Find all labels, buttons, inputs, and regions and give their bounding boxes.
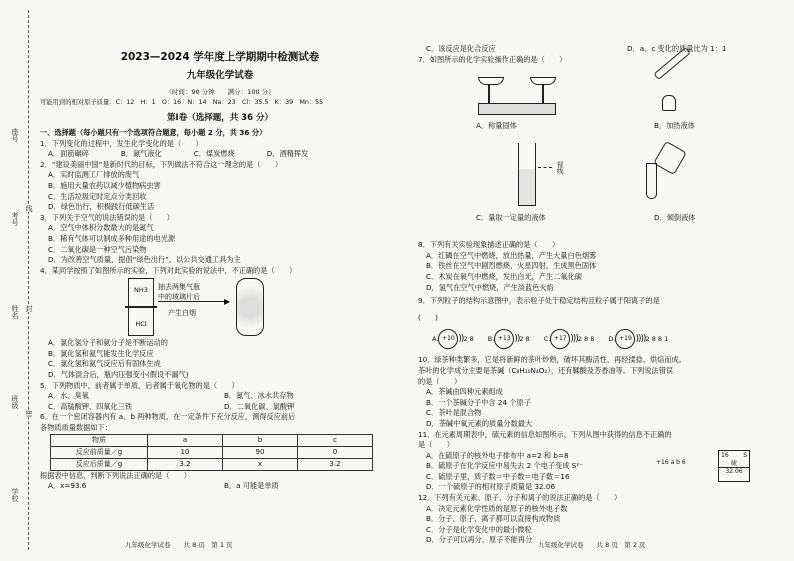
- q1-option-b: B．氮气液化: [120, 149, 162, 159]
- q7-option-b: B．加热液体: [654, 121, 695, 131]
- cut-line: [28, 10, 29, 550]
- q9-paren: ( ): [418, 312, 438, 322]
- q4-figure: NH3 HCl 抽去两集气瓶 中的玻璃片后 ▶ 产生白烟: [40, 276, 400, 338]
- gas-jars-icon: NH3 HCl: [128, 278, 154, 336]
- exam-subtitle: 九年级化学试卷: [186, 69, 254, 81]
- question-2: [40, 160, 400, 213]
- q4-stem: 4．某同学按照了如图所示的实验，下列对此实验的说法中，不正确的是（ ）: [40, 265, 297, 275]
- footer-left: 九年级化学试卷 共 8 页 第 1 页: [125, 541, 233, 549]
- q8-stem: 8．下列有关实验现象描述正确的是（ ）: [418, 240, 560, 250]
- q6-stem-1: 6．在一个密闭容器内有 a、b 两种物质，在一定条件下充分反应，测得反应前后: [40, 412, 296, 422]
- question-8: [418, 240, 778, 293]
- q5-option-b: B．氮气、冰水共存物: [224, 391, 294, 401]
- q12-option-c: C．分子是化学变化中的最小微粒: [426, 524, 532, 534]
- q4-option-b: B．氯化氢和氨气能发生化学反应: [48, 348, 154, 358]
- question-3: [40, 213, 400, 266]
- q1-stem: 1．下列变化的过程中，发生化学变化的是（ ）: [40, 138, 203, 148]
- q1-option-c: C．煤炭燃烧: [193, 149, 235, 159]
- exam-title: 2023—2024 学年度上学期期中检测试卷: [120, 51, 320, 63]
- q7-option-a: A．称量固体: [476, 121, 517, 131]
- q10-option-c: C．茶叶是混合物: [426, 408, 482, 418]
- q2-option-b: B．施用大量农药以减少植物病虫害: [48, 180, 161, 190]
- q3-stem: 3．下列关于空气的说法错误的是（ ）: [40, 212, 174, 222]
- q6-stem-3: 根据表中信息，判断下列说法正确的是（ ）: [40, 470, 191, 480]
- q10-stem-3: 的是（ ）: [418, 376, 462, 386]
- sulfur-element-cell: 16 S 硫 32.06: [718, 450, 750, 482]
- q5-option-d: D．二氧化碳、氯酸钾: [224, 401, 295, 411]
- q8-option-d: D．氢气在空气中燃烧，产生淡蓝色火焰: [426, 282, 554, 292]
- atom-b-icon: B. +13 )) 2 8: [488, 329, 530, 349]
- binding-margin: [0, 0, 40, 561]
- q12-option-d: D．分子可以再分，原子不能再分: [426, 535, 533, 545]
- q4-option-c: C．氯化氢和氨气反应后有固体生成: [48, 359, 161, 369]
- q1-option-a: A．面筋碾碎: [48, 149, 89, 159]
- q5-stem: 5．下列物质中，前者属于单质，后者属于氧化物的是（ ）: [40, 380, 239, 390]
- q5-option-c: C．高锰酸钾、四氧化三铁: [48, 401, 133, 411]
- q10-option-d: D．茶碱中氧元素的质量分数最大: [426, 418, 533, 428]
- q10-option-a: A．茶碱由四种元素组成: [426, 387, 503, 397]
- question-9: [418, 296, 778, 349]
- page-1-column: [40, 0, 400, 561]
- q11-stem-2: 是（ ）: [418, 440, 454, 450]
- q2-option-a: A．实时监测工厂排放的废气: [48, 170, 140, 180]
- q2-option-c: C．生活垃圾定时定点分类回收: [48, 191, 147, 201]
- q11-option-c: C．硫原子里，质子数＝中子数＝电子数＝16: [426, 471, 570, 481]
- q2-option-d: D．绿色出行，积极践行低碳生活: [48, 202, 155, 212]
- question-11: [418, 430, 778, 494]
- q4-option-a: A．氯化氢分子和氨分子是不断运动的: [48, 338, 168, 348]
- section-a-heading: 一、选择题（每小题只有一个选项符合题意，每小题 2 分，共 36 分）: [40, 127, 267, 137]
- exam-no-label: 考号: [11, 212, 19, 226]
- heating-tube-icon: [648, 65, 698, 115]
- q11-option-d: D．一个硫原子的相对原子质量是 32.06: [426, 482, 556, 492]
- q6-option-a: A．x=93.6: [48, 481, 87, 491]
- q7-figures: [418, 65, 778, 240]
- q7-stem: 7．如图所示的化学实验操作正确的是（ ）: [418, 54, 567, 64]
- q1-option-d: D．酒精挥发: [266, 149, 309, 159]
- pouring-liquid-icon: [640, 145, 686, 199]
- seat-label: 座号: [11, 128, 19, 142]
- q6-stem-2: 各物质质量数据如下：: [40, 423, 112, 433]
- page-2-column: [418, 0, 778, 561]
- line-mark: 线: [25, 205, 33, 212]
- q3-option-a: A．空气中体积分数最大的是氮气: [48, 223, 154, 233]
- q10-stem-2: 茶叶的化学成分主要是茶碱（C₈H₁₀N₄O₂），还有鞣酸及芳香油等。下列说法错误: [418, 365, 674, 375]
- q6-option-b: B．a 可能是单质: [224, 481, 279, 491]
- q4-option-d: D．气体混合后，瓶内压强变小(假设不漏气): [48, 370, 189, 380]
- q2-stem: 2．“建设美丽中国”是新时代的目标，下列做法不符合这一理念的是（ ）: [40, 159, 283, 169]
- q12-option-a: A．决定元素化学性质的是原子的核外电子数: [426, 503, 568, 513]
- q8-option-a: A．红磷在空气中燃烧，放出热量，产生大量白色烟雾: [426, 250, 597, 260]
- q11-option-b: B．硫原子在化学反应中易失去 2 个电子变成 S²⁻: [426, 461, 583, 471]
- balance-scale-icon: [478, 71, 554, 115]
- q3-option-b: B．稀有气体可以制成多种用途的电光源: [48, 233, 176, 243]
- graduated-cylinder-icon: [518, 143, 536, 206]
- q7-option-c: C．量取一定量的液体: [476, 213, 546, 223]
- q8-option-c: C．木炭在氧气中燃烧，发出白光，产生二氧化碳: [426, 271, 582, 281]
- q9-atom-diagrams: [432, 329, 778, 349]
- question-1: [40, 139, 400, 160]
- q7-option-d: D．倾倒液体: [654, 213, 696, 223]
- sight-line-label: 视线: [555, 161, 564, 175]
- q6-option-d: D．a、c 变化的质量比为 1：1: [627, 44, 727, 53]
- class-label: 班级: [11, 395, 19, 409]
- atom-d-icon: D. +19 )))) 2 8 8 1: [608, 329, 668, 349]
- q4-fig-label-1: 抽去两集气瓶: [158, 283, 200, 292]
- question-4: [40, 266, 400, 381]
- atom-a-icon: A. +10 )) 2 8: [432, 329, 474, 349]
- q5-option-a: A．水、臭氧: [48, 391, 89, 401]
- q12-stem: 12．下列有关元素、原子、分子和离子的说法正确的是（ ）: [418, 493, 622, 503]
- q9-stem: 9．下列粒子的结构示意图中，表示粒子处于稳定结构且粒子属于阳离子的是: [418, 296, 660, 306]
- question-5: [40, 381, 400, 413]
- atom-c-icon: C. +17 ))) 2 8 8: [544, 329, 595, 349]
- q11-stem-1: 11．在元素周期表中，硫元素的信息如图所示，下列从图中获得的信息不正确的: [418, 429, 672, 439]
- white-smoke-jar-icon: [236, 278, 264, 336]
- q8-option-b: B．铁丝在空气中剧烈燃烧，火星四射，生成黑色固体: [426, 261, 597, 271]
- q3-option-c: C．二氧化碳是一种空气污染物: [48, 244, 147, 254]
- sulfur-shell-diagram: +16 a b 6: [656, 458, 686, 466]
- q10-option-b: B．一个茶碱分子中含 24 个原子: [426, 397, 531, 407]
- question-10: [418, 355, 778, 429]
- question-12: [418, 493, 778, 546]
- q4-fig-label-2: 中的玻璃片后: [158, 293, 200, 302]
- q4-fig-label-3: 产生白烟: [168, 309, 196, 318]
- secret-mark: 密: [25, 410, 33, 417]
- q10-stem-1: 10．绿茶种类繁多，它是将新鲜的茶叶炒熟，破坏其酶活性，再经揉捻、烘焙而成。: [418, 355, 686, 365]
- seal-mark: 封: [25, 305, 33, 312]
- question-6: [40, 412, 400, 491]
- part-1-heading: 第Ⅰ卷（选择题，共 36 分）: [167, 113, 273, 124]
- footer-right: 九年级化学试卷 共 8 页 第 2 页: [538, 541, 646, 549]
- q6-option-c: C．该反应是化合反应: [426, 44, 496, 53]
- q11-option-a: A．在硫原子的核外电子排布中 a=2 和 b=8: [426, 450, 569, 460]
- school-label: 学校: [11, 488, 19, 502]
- mass-table: 物质 a b c 反应前质量／g 10 90 0 反应后质量／g 3.2 x 3.2: [50, 434, 373, 471]
- time-score: （时间：90 分钟 满分：100 分）: [165, 88, 275, 97]
- name-label: 姓名: [11, 305, 19, 319]
- q12-option-b: B．分子、原子、离子都可以直接构成物质: [426, 514, 561, 524]
- q3-option-d: D．为改善空气质量，提倡“绿色出行”，以公共交通工具为主: [48, 255, 241, 265]
- atomic-masses: 可能用到的相对原子质量：C：12 H：1 O：16 N：14 Na：23 Cl：35.5 K：39 Mn：55: [40, 98, 324, 106]
